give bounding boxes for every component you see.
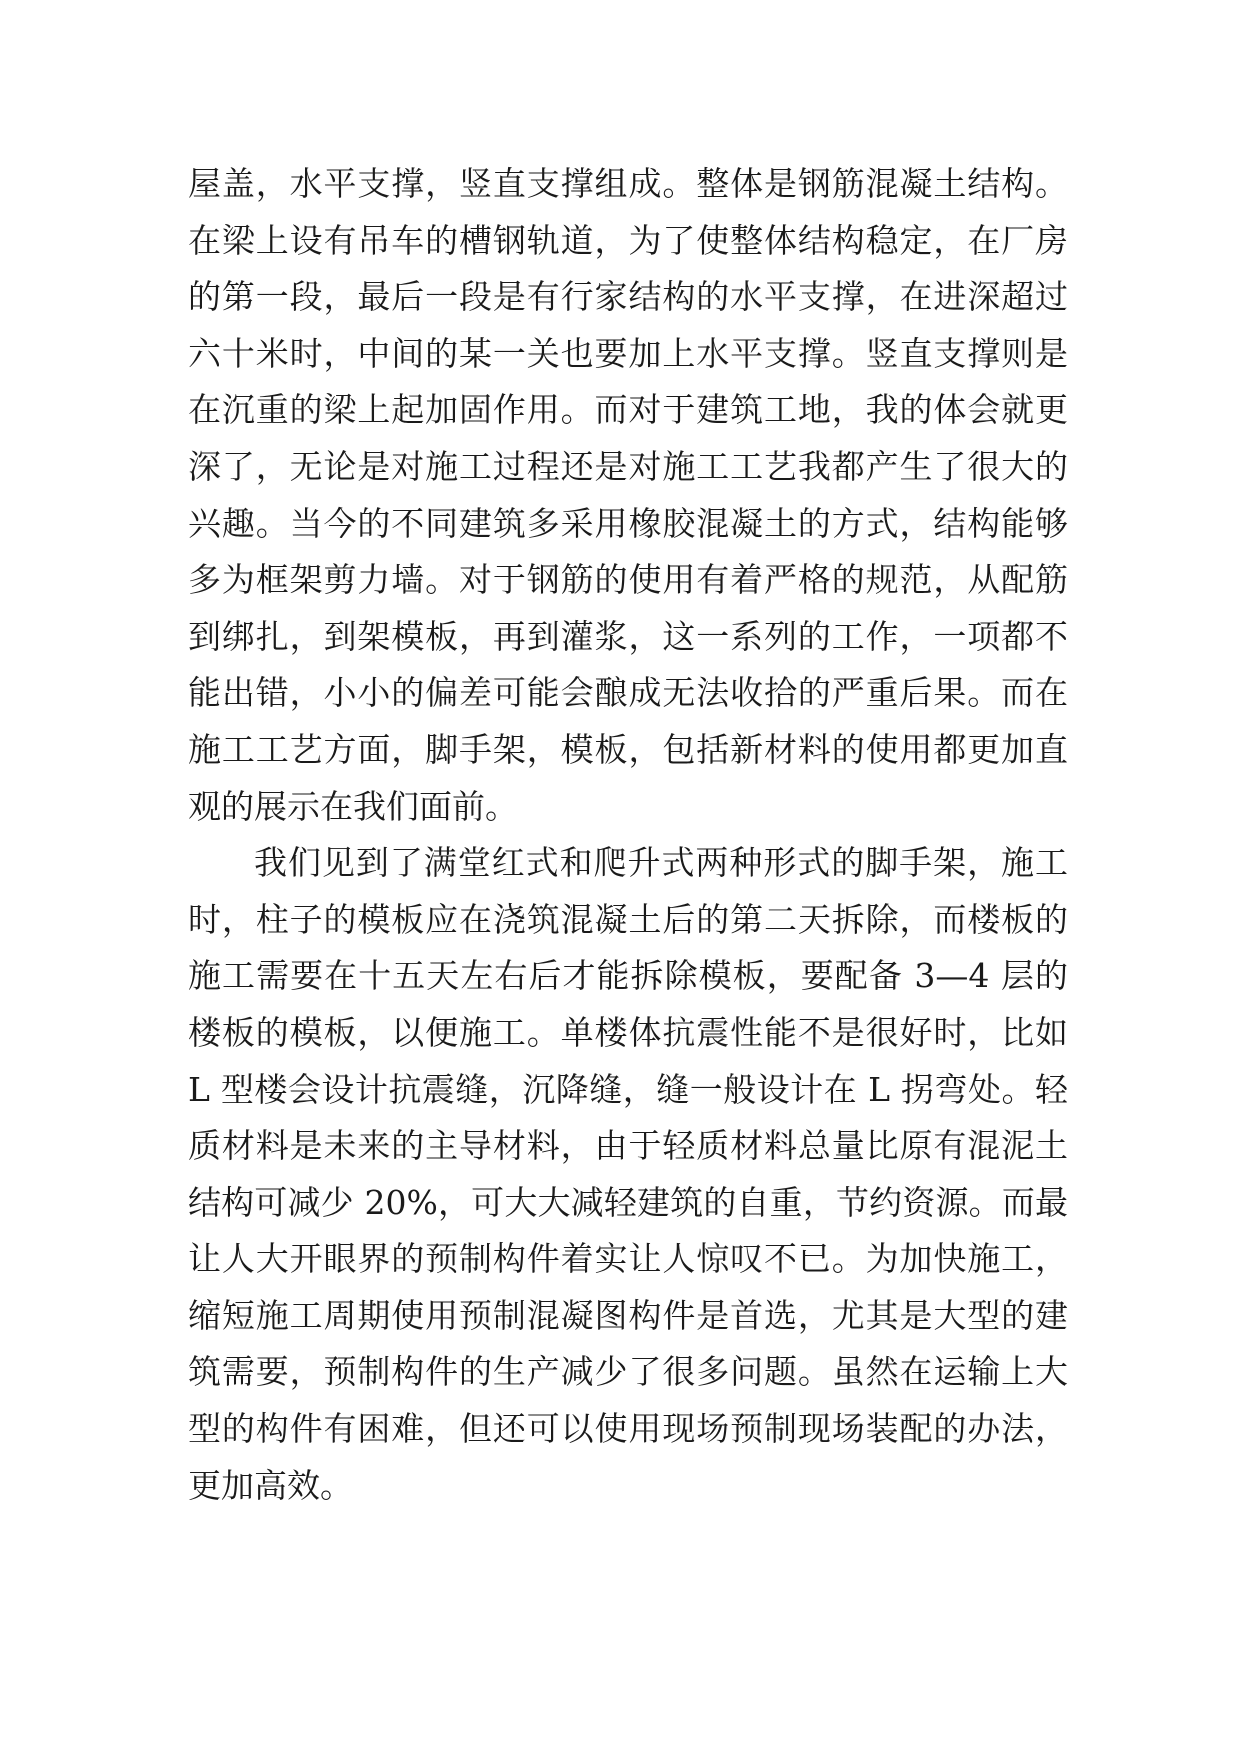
text-line: 筑需要，预制构件的生产减少了很多问题。虽然在运输上大 — [188, 1352, 1068, 1392]
text-line: 时，柱子的模板应在浇筑混凝土后的第二天拆除，而楼板的 — [188, 899, 1068, 939]
text-line: 的第一段，最后一段是有行家结构的水平支撑，在进深超过 — [188, 277, 1068, 317]
text-line: 兴趣。当今的不同建筑多采用橡胶混凝土的方式，结构能够 — [188, 503, 1068, 543]
text-line: 施工需要在十五天左右后才能拆除模板，要配备 3—4 层的 — [188, 956, 1068, 996]
text-line: 在沉重的梁上起加固作用。而对于建筑工地，我的体会就更 — [188, 390, 1068, 430]
text-line: 型的构件有困难，但还可以使用现场预制现场装配的办法， — [188, 1409, 1068, 1449]
text-line: 到绑扎，到架模板，再到灌浆，这一系列的工作，一项都不 — [188, 616, 1068, 656]
text-line: 更加高效。 — [188, 1465, 353, 1505]
text-line: 观的展示在我们面前。 — [188, 786, 518, 826]
text-line: 施工工艺方面，脚手架，模板，包括新材料的使用都更加直 — [188, 729, 1068, 769]
text-line: 能出错，小小的偏差可能会酿成无法收拾的严重后果。而在 — [188, 673, 1068, 713]
text-line: 屋盖，水平支撑，竖直支撑组成。整体是钢筋混凝土结构。 — [188, 164, 1068, 203]
text-line: L 型楼会设计抗震缝，沉降缝，缝一般设计在 L 拐弯处。轻 — [188, 1069, 1068, 1109]
text-line: 让人大开眼界的预制构件着实让人惊叹不已。为加快施工， — [188, 1239, 1068, 1279]
text-line: 质材料是未来的主导材料，由于轻质材料总量比原有混泥土 — [188, 1126, 1068, 1166]
text-line: 多为框架剪力墙。对于钢筋的使用有着严格的规范，从配筋 — [188, 560, 1068, 600]
text-line: 深了，无论是对施工过程还是对施工工艺我都产生了很大的 — [188, 446, 1068, 486]
text-line: 结构可减少 20%，可大大减轻建筑的自重，节约资源。而最 — [188, 1182, 1068, 1222]
text-line: 缩短施工周期使用预制混凝图构件是首选，尤其是大型的建 — [188, 1295, 1068, 1335]
body-text — [188, 156, 1068, 1514]
text-line: 我们见到了满堂红式和爬升式两种形式的脚手架，施工 — [254, 843, 1068, 883]
paragraph-1 — [188, 156, 1068, 835]
text-line: 六十米时，中间的某一关也要加上水平支撑。竖直支撑则是 — [188, 333, 1068, 373]
paragraph-2 — [188, 835, 1068, 1514]
text-line: 在梁上设有吊车的槽钢轨道，为了使整体结构稳定，在厂房 — [188, 220, 1068, 260]
text-line: 楼板的模板，以便施工。单楼体抗震性能不是很好时，比如 — [188, 1012, 1068, 1052]
